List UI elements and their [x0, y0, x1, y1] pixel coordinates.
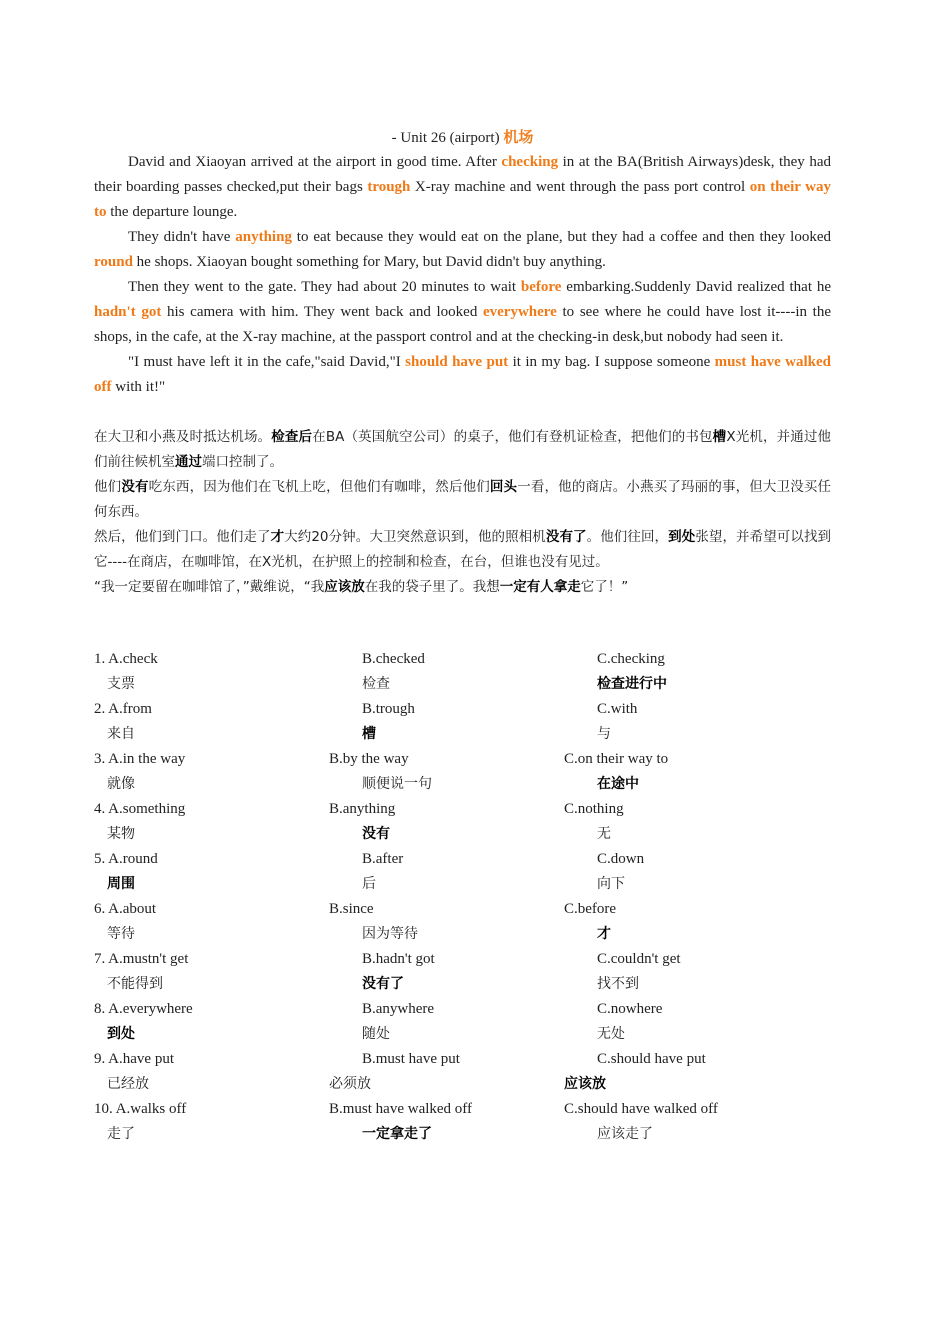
key-term: 才 [270, 529, 285, 545]
question-options-row [94, 797, 831, 822]
question-translation-row [94, 722, 831, 747]
option-translation: 必须放 [329, 1076, 371, 1092]
text-run: embarking.Suddenly David realized that he [561, 279, 831, 295]
text-run: he shops. Xiaoyan bought something for Mary, but David didn't buy anything. [132, 254, 606, 270]
option-b: B.since [329, 901, 374, 917]
text-run: 在BA（英国航空公司）的桌子，他们有登机证检查，把他们的书包 [312, 429, 713, 445]
option-translation: 就像 [107, 776, 135, 792]
title-highlight: 机场 [503, 130, 534, 146]
option-translation: 无 [597, 826, 611, 842]
text-run: "I must have left it in the cafe,"said David,"I [128, 354, 406, 370]
english-paragraph-4 [94, 350, 831, 400]
text-run: his camera with him. They went back and looked [161, 304, 483, 320]
option-translation: 等待 [107, 926, 135, 942]
question-options-row [94, 747, 831, 772]
question-options-row [94, 647, 831, 672]
chinese-translation [94, 425, 831, 600]
answer-highlight: before [520, 279, 562, 295]
correct-translation: 才 [597, 926, 611, 942]
option-a: 4. A.something [94, 801, 186, 817]
option-b: B.after [362, 851, 404, 867]
key-term: 通过 [175, 454, 202, 470]
text-run: it in my bag. I suppose someone [508, 354, 715, 370]
text-run: David and Xiaoyan arrived at the airport in good time. After [128, 154, 502, 170]
option-c: C.on their way to [564, 751, 669, 767]
option-c: C.should have put [597, 1051, 706, 1067]
answer-highlight: hadn't got [94, 304, 162, 320]
text-run: in at the BA(British Airways)desk, they had their boarding passes checked,put their bags [94, 154, 831, 195]
text-run: with it!" [111, 379, 166, 395]
option-b: B.anything [329, 801, 396, 817]
correct-translation: 在途中 [597, 776, 639, 792]
option-b: B.must have walked off [329, 1101, 473, 1117]
english-paragraph-2 [94, 225, 831, 275]
key-term: 到处 [668, 529, 696, 545]
key-term: 没有 [121, 479, 149, 495]
key-term: 检查后 [271, 429, 313, 445]
correct-translation: 到处 [107, 1026, 135, 1042]
option-b: B.hadn't got [362, 951, 435, 967]
option-b: B.must have put [362, 1051, 460, 1067]
option-a: 3. A.in the way [94, 751, 186, 767]
text-run: to eat because they would eat on the plane, but they had a coffee and then they looked [291, 229, 831, 245]
question-translation-row [94, 872, 831, 897]
option-c: C.before [564, 901, 617, 917]
chinese-paragraph-3 [94, 525, 831, 575]
correct-translation: 没有了 [362, 976, 404, 992]
text-run: 。他们往回， [586, 529, 669, 545]
correct-translation: 检查进行中 [597, 676, 667, 692]
text-run: X光机，并通过他们前往候机室 [94, 429, 832, 470]
chinese-paragraph-1 [94, 425, 831, 475]
option-translation: 随处 [362, 1026, 390, 1042]
question-translation-row [94, 922, 831, 947]
text-run: “我一定要留在咖啡馆了，”戴维说，“我 [94, 579, 325, 595]
option-a: 8. A.everywhere [94, 1001, 193, 1017]
question-options-row [94, 1097, 831, 1122]
question-options-row [94, 997, 831, 1022]
chinese-paragraph-2 [94, 475, 831, 525]
text-run: the departure lounge. [106, 204, 238, 220]
chinese-paragraph-4 [94, 575, 831, 600]
option-c: C.with [597, 701, 638, 717]
text-run: Then they went to the gate. They had about 20 minutes to wait [128, 279, 521, 295]
option-translation: 无处 [597, 1026, 625, 1042]
text-run: 端口控制了。 [202, 454, 283, 470]
answer-highlight: anything [235, 229, 292, 245]
text-run: 一看，他的商店。小燕买了玛丽的事，但大卫没买任何东西。 [94, 479, 832, 520]
text-run: 张望，并希望可以找到它----在商店，在咖啡馆，在X光机，在护照上的控制和检查，在台，但谁也没有见过。 [94, 529, 832, 570]
text-run: X-ray machine and went through the pass port control [410, 179, 750, 195]
key-term: 应该放 [324, 579, 365, 595]
option-translation: 检查 [362, 676, 390, 692]
option-b: B.trough [362, 701, 415, 717]
option-translation: 已经放 [107, 1076, 149, 1092]
answer-highlight: should have put [405, 354, 509, 370]
question-options-row [94, 697, 831, 722]
option-a: 1. A.check [94, 651, 158, 667]
option-translation: 向下 [597, 876, 625, 892]
document-body [94, 126, 831, 600]
option-translation: 与 [597, 726, 611, 742]
option-translation: 走了 [107, 1126, 135, 1142]
question-translation-row [94, 1072, 831, 1097]
key-term: 一定有人拿走 [499, 579, 581, 595]
option-c: C.checking [597, 651, 665, 667]
option-translation: 顺便说一句 [362, 776, 432, 792]
question-translation-row [94, 1122, 831, 1147]
text-run: to see where he could have lost it----in the shops, in the cafe, at the X-ray machine, at the passport control and at the checking-in desk,but nobody had seen it. [94, 304, 831, 345]
option-a: 10. A.walks off [94, 1101, 187, 1117]
answer-highlight: trough [367, 179, 411, 195]
question-options-row [94, 897, 831, 922]
question-translation-row [94, 822, 831, 847]
text-run: 大约20分钟。大卫突然意识到，他的照相机 [284, 529, 546, 545]
question-options-row [94, 1047, 831, 1072]
text-run: 吃东西，因为他们在飞机上吃，但他们有咖啡，然后他们 [148, 479, 490, 495]
option-c: C.nowhere [597, 1001, 663, 1017]
answer-highlight: checking [501, 154, 559, 170]
option-translation: 找不到 [597, 976, 639, 992]
option-b: B.anywhere [362, 1001, 435, 1017]
answer-highlight: everywhere [482, 304, 557, 320]
option-c: C.down [597, 851, 645, 867]
text-run: 然后，他们到门口。他们走了 [94, 529, 271, 545]
correct-translation: 一定拿走了 [362, 1126, 432, 1142]
question-translation-row [94, 972, 831, 997]
correct-translation: 没有 [362, 826, 390, 842]
option-translation: 应该走了 [597, 1126, 653, 1142]
option-a: 7. A.mustn't get [94, 951, 189, 967]
option-translation: 不能得到 [107, 976, 163, 992]
text-run: 在大卫和小燕及时抵达机场。 [94, 429, 272, 445]
question-options-row [94, 847, 831, 872]
question-options-row [94, 947, 831, 972]
option-a: 2. A.from [94, 701, 152, 717]
text-run: 在我的袋子里了。我想 [364, 579, 500, 595]
answer-options-list [94, 647, 831, 1147]
question-translation-row [94, 672, 831, 697]
answer-highlight: round [94, 254, 133, 270]
option-c: C.nothing [564, 801, 624, 817]
correct-translation: 周围 [107, 876, 135, 892]
option-b: B.checked [362, 651, 425, 667]
option-a: 6. A.about [94, 901, 157, 917]
question-translation-row [94, 772, 831, 797]
option-c: C.couldn't get [597, 951, 681, 967]
correct-translation: 应该放 [564, 1076, 606, 1092]
key-term: 没有了 [545, 529, 587, 545]
english-paragraph-1 [94, 150, 831, 225]
option-translation: 因为等待 [362, 926, 418, 942]
text-run: 他们 [94, 479, 122, 495]
option-b: B.by the way [329, 751, 409, 767]
option-a: 5. A.round [94, 851, 158, 867]
text-run: They didn't have [128, 229, 236, 245]
title-prefix: - Unit 26 (airport) [391, 130, 504, 146]
correct-translation: 槽 [362, 726, 376, 742]
key-term: 回头 [489, 479, 518, 495]
option-translation: 来自 [107, 726, 135, 742]
key-term: 槽 [712, 429, 727, 445]
answer-highlight: on their way to [94, 179, 832, 220]
english-paragraph-3 [94, 275, 831, 350]
page-title [94, 126, 831, 150]
option-a: 9. A.have put [94, 1051, 174, 1067]
option-translation: 某物 [107, 826, 135, 842]
answer-highlight: must have walked off [94, 354, 832, 395]
option-c: C.should have walked off [564, 1101, 718, 1117]
option-translation: 后 [362, 876, 376, 892]
question-translation-row [94, 1022, 831, 1047]
text-run: 它了！” [580, 579, 629, 595]
option-translation: 支票 [107, 676, 135, 692]
